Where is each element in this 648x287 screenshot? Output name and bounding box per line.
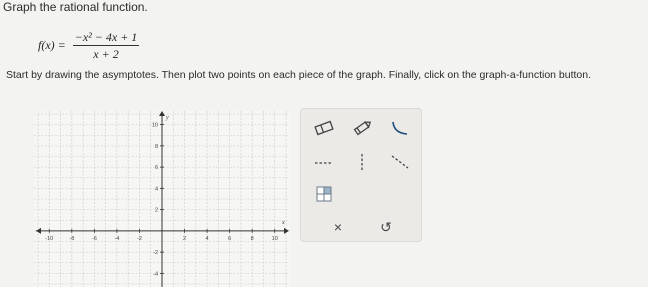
oblique-asymptote-tool-icon[interactable] [385,149,415,175]
eraser-tool-icon[interactable] [309,115,339,141]
instructions-text: Start by drawing the asymptotes. Then plot two points on each piece of the graph. Finally, click on the graph-a-function button. [6,69,592,81]
horizontal-asymptote-tool-icon[interactable] [309,149,339,175]
x-tick-label: -4 [114,235,120,242]
y-tick-label: 2 [154,207,158,214]
x-tick-label: -8 [69,235,75,242]
fraction [73,31,140,60]
y-tick-label: 6 [154,165,158,172]
pencil-tool-icon[interactable] [347,115,377,141]
x-axis-label: x [282,219,285,226]
y-axis-label: y [166,115,169,121]
coordinate-plane[interactable] [34,111,290,287]
numerator: −x² − 4x + 1 [74,29,138,44]
x-tick-label: -6 [91,235,97,242]
undo-button[interactable]: ↺ [380,218,392,235]
y-tick-label: -2 [153,250,158,257]
problem-prompt: Graph the rational function. [3,0,148,14]
function-lhs: f(x) = [38,37,66,52]
y-tick-label: 4 [154,186,158,193]
vertical-asymptote-tool-icon[interactable] [347,149,377,175]
x-tick-label: 4 [205,235,209,242]
x-tick-label: 2 [183,235,187,242]
graph-toolbox [300,108,422,242]
y-tick-label: -4 [153,271,158,278]
y-tick-label: 10 [151,122,158,129]
rational-function-formula [38,28,139,62]
x-tick-label: 8 [250,235,254,242]
curve-tool-icon[interactable] [385,115,415,141]
x-tick-label: -2 [137,235,142,242]
graph-a-function-button-icon[interactable] [309,181,339,207]
denominator: x + 2 [93,46,119,61]
x-tick-label: -10 [45,235,54,242]
y-tick-label: 8 [154,143,158,150]
clear-button[interactable]: × [333,219,343,235]
x-tick-label: 6 [228,235,232,242]
x-tick-label: 10 [271,235,278,242]
